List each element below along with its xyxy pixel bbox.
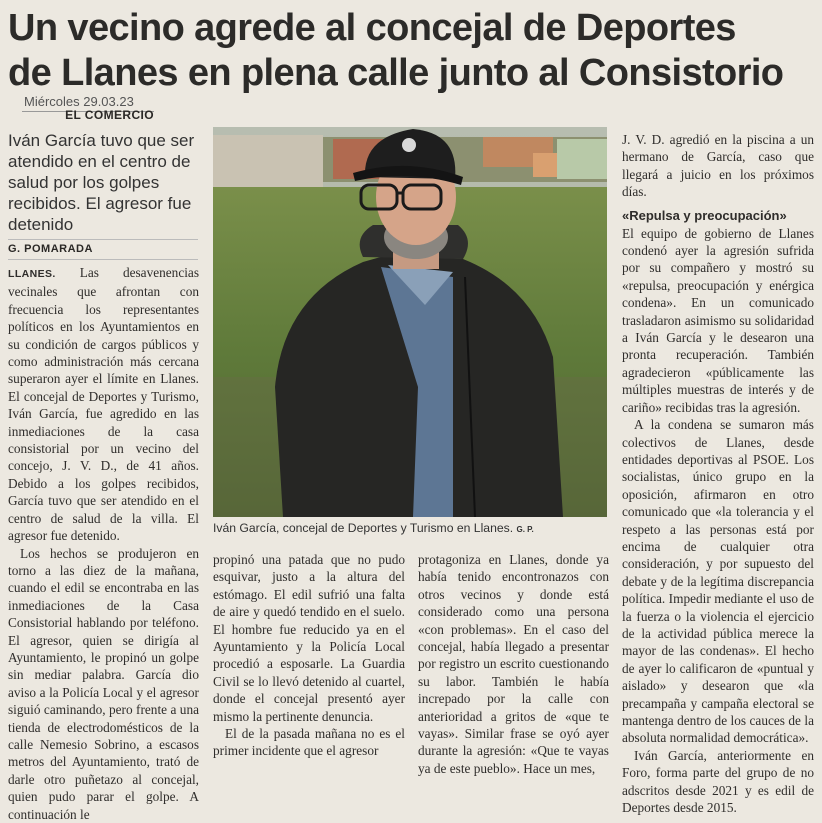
subheadline: Iván García tuvo que ser atendido en el centro de salud por los golpes recibidos. El agresor fue detenido [8,130,198,235]
photo-credit: G. P. [517,525,534,534]
article-column-1 [8,264,199,823]
article-paragraph: A la condena se sumaron más colectivos de Llanes, desde entidades deportivas al PSOE. Los socialistas, único grupo en la oposición, afirmaron en otro comunicado que «la tolerancia y el respeto a las personas está por encima de cualquier otra consideración, y por supuesto del debate y de la legítima discrepancia política. Impedir mediante el uso de la fuerza o la violencia el ejercicio de la actividad pública merece la mayor de las condenas». El hecho de ayer lo calificaron de «puntual y aislado» y desearon que «la precampaña y campaña electoral se mantenga dentro de los cauces de la absoluta normalidad democrática». [622,416,814,747]
article-column-4 [622,131,814,816]
article-paragraph: propinó una patada que no pudo esquivar, justo a la altura del estómago. El edil sufrió una falta de aire y quedó tendido en el suelo. El hombre fue reducido ya en el Ayuntamiento y la Policía Local procedió a esposarle. La Guardia Civil se lo llevó detenido al cuartel, donde el concejal presentó ayer mismo la pertinente denuncia. [213,551,405,725]
article-column-2 [213,551,405,760]
dateline-lead: LLANES. [8,268,56,280]
byline: G. POMARADA [8,243,93,255]
headline-line-1: Un vecino agrede al concejal de Deportes [8,6,818,51]
article-paragraph: El equipo de gobierno de Llanes condenó ayer la agresión sufrida por su compañero y mostró su «repulsa, preocupación y enérgica condena». En un comunicado trasladaron asimismo su solidaridad a Iván García y le desearon una pronta recuperación. También agradecieron «públicamente las múltiples muestras de interés y de cariño» recibidas tras la agresión. [622,225,814,416]
article-paragraph: Los hechos se produjeron en torno a las diez de la mañana, cuando el edil se encontraba en las inmediaciones de la Casa Consistorial hablando por teléfono. El agresor, quien se dirigía al Ayuntamiento, le propinó un golpe sin mediar palabra. García dio aviso a la Policía Local y el agresor siguió caminando, pero frente a una tienda de electrodomésticos de la calle Nemesio Sobrino, a escasos metros del Ayuntamiento, trató de darle otro puñetazo al concejal, quien pudo parar el golpe. A continuación le [8,545,199,823]
headline-line-2: de Llanes en plena calle junto al Consistorio [8,51,818,96]
byline-divider [8,259,198,260]
article-paragraph: El de la pasada mañana no es el primer incidente que el agresor [213,725,405,760]
article-paragraph: LLANES. Las desavenencias vecinales que afrontan con frecuencia los representantes políticos en los Ayuntamientos en su condición de cargos públicos y como administración más cercana superaron ayer el límite en Llanes. El concejal de Deportes y Turismo, Iván García, fue agredido en las inmediaciones de la casa consistorial por un vecino del concejo, J. V. D., de 41 años. Debido a los golpes recibidos, García tuvo que ser atendido en el centro de salud de la villa. El agresor fue detenido. [8,264,199,545]
headline [8,6,818,96]
portrait-photo [213,127,607,517]
section-heading: «Repulsa y preocupación» [622,207,814,224]
publication-source: EL COMERCIO [24,108,154,122]
publication-date: Miércoles 29.03.23 [24,94,134,109]
subhead-divider [8,239,198,240]
article-paragraph: protagoniza en Llanes, donde ya había tenido encontronazos con otros vecinos y donde está considerado como una persona «con problemas». En el caso del concejal, había llegado a presentar por registro un escrito cuestionando su labor. También le había increpado por la calle con anterioridad a gritos de «que te vayas». Similar frase se oyó ayer durante la agresión: «Que te vayas ya de este pueblo». Hace un mes, [418,551,609,777]
article-column-3 [418,551,609,777]
article-paragraph: Iván García, anteriormente en Foro, forma parte del grupo de no adscritos desde 2021 y es edil de Deportes desde 2015. [622,747,814,817]
photo-caption: Iván García, concejal de Deportes y Turismo en Llanes. G. P. [213,521,607,535]
article-paragraph: J. V. D. agredió en la piscina a un hermano de García, caso que llegará a juicio en los próximos días. [622,131,814,201]
